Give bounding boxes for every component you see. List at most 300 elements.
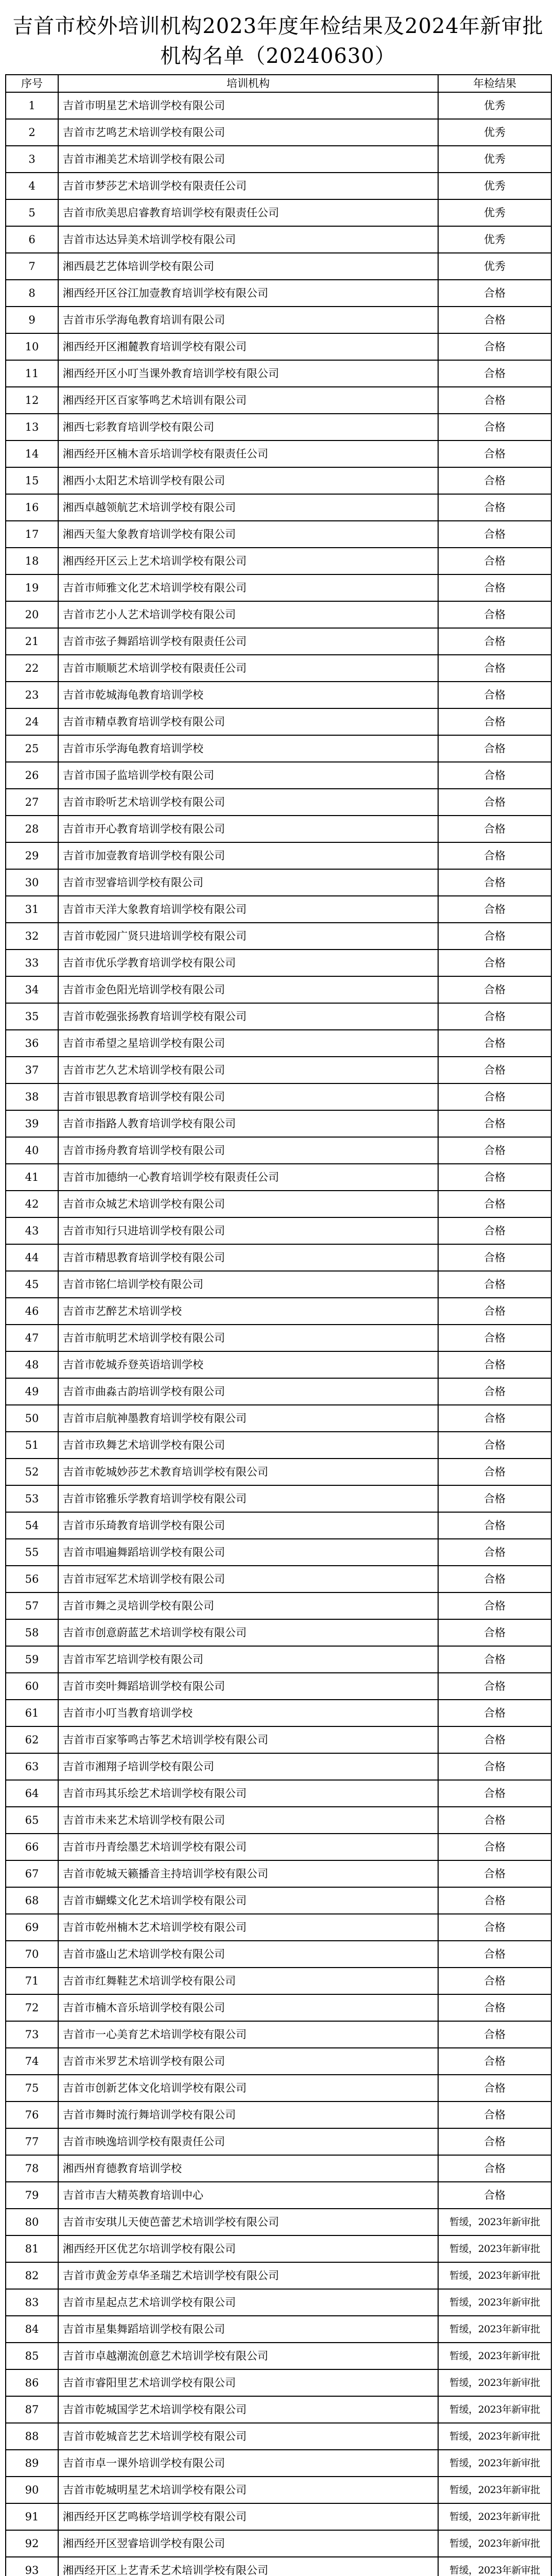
row-result: 合格: [438, 923, 551, 950]
row-result: 合格: [438, 1860, 551, 1887]
row-institution-name: 吉首市星起点艺术培训学校有限公司: [58, 2289, 438, 2316]
row-result: 合格: [438, 1968, 551, 1994]
row-number: 74: [6, 2048, 58, 2075]
row-result: 合格: [438, 521, 551, 548]
table-row: [6, 1807, 551, 1834]
row-result: 合格: [438, 2021, 551, 2048]
table-row: [6, 2557, 551, 2576]
row-number: 30: [6, 869, 58, 896]
row-institution-name: 吉首市奕叶舞蹈培训学校有限公司: [58, 1673, 438, 1700]
row-result: 合格: [438, 1512, 551, 1539]
row-number: 20: [6, 601, 58, 628]
row-result: 合格: [438, 360, 551, 387]
row-institution-name: 湘西经开区小叮当课外教育培训学校有限公司: [58, 360, 438, 387]
row-result: 合格: [438, 1325, 551, 1351]
row-number: 78: [6, 2155, 58, 2182]
table-row: [6, 1030, 551, 1057]
row-number: 37: [6, 1057, 58, 1083]
row-number: 10: [6, 333, 58, 360]
row-result: 合格: [438, 1432, 551, 1459]
row-number: 9: [6, 307, 58, 333]
table-row: [6, 414, 551, 440]
row-institution-name: 吉首市乐学海龟教育培训有限公司: [58, 307, 438, 333]
row-result: 合格: [438, 1298, 551, 1325]
table-row: [6, 467, 551, 494]
table-row: [6, 1673, 551, 1700]
row-institution-name: 吉首市开心教育培训学校有限公司: [58, 816, 438, 842]
row-result: 合格: [438, 387, 551, 414]
row-number: 49: [6, 1378, 58, 1405]
table-row: [6, 2316, 551, 2343]
table-row: [6, 2503, 551, 2530]
row-result: 合格: [438, 440, 551, 467]
row-number: 42: [6, 1191, 58, 1217]
row-institution-name: 湘西经开区艺鸣栋学培训学校有限公司: [58, 2503, 438, 2530]
table-row: [6, 896, 551, 923]
row-number: 43: [6, 1217, 58, 1244]
row-result: 合格: [438, 333, 551, 360]
row-result: 合格: [438, 1673, 551, 1700]
row-number: 11: [6, 360, 58, 387]
row-institution-name: 吉首市舞之灵培训学校有限公司: [58, 1592, 438, 1619]
row-result: 合格: [438, 1807, 551, 1834]
row-result: 合格: [438, 816, 551, 842]
table-row: [6, 253, 551, 280]
row-number: 88: [6, 2423, 58, 2450]
table-row: [6, 146, 551, 173]
row-result: 合格: [438, 414, 551, 440]
row-institution-name: 吉首市铭仁培训学校有限公司: [58, 1271, 438, 1298]
row-result: 合格: [438, 842, 551, 869]
row-result: 合格: [438, 2155, 551, 2182]
table-row: [6, 2423, 551, 2450]
table-row: [6, 976, 551, 1003]
row-number: 41: [6, 1164, 58, 1191]
row-number: 1: [6, 92, 58, 119]
table-row: [6, 1780, 551, 1807]
table-row: [6, 1083, 551, 1110]
row-result: 合格: [438, 1110, 551, 1137]
table-row: [6, 521, 551, 548]
row-result: 优秀: [438, 253, 551, 280]
row-institution-name: 吉首市启航神墨教育培训学校有限公司: [58, 1405, 438, 1432]
row-result: 合格: [438, 1592, 551, 1619]
row-number: 38: [6, 1083, 58, 1110]
table-row: [6, 1646, 551, 1673]
table-row: [6, 1887, 551, 1914]
row-institution-name: 湘西七彩教育培训学校有限公司: [58, 414, 438, 440]
row-institution-name: 吉首市卓一课外培训学校有限公司: [58, 2450, 438, 2477]
row-number: 22: [6, 655, 58, 682]
row-result: 优秀: [438, 173, 551, 199]
row-number: 80: [6, 2209, 58, 2235]
row-institution-name: 吉首市军艺培训学校有限公司: [58, 1646, 438, 1673]
row-number: 46: [6, 1298, 58, 1325]
row-result: 合格: [438, 548, 551, 574]
row-institution-name: 吉首市未来艺术培训学校有限公司: [58, 1807, 438, 1834]
row-institution-name: 吉首市黄金芳卓华圣瑞艺术培训学校有限公司: [58, 2262, 438, 2289]
table-row: [6, 950, 551, 976]
row-result: 合格: [438, 1780, 551, 1807]
row-institution-name: 湘西天玺大象教育培训学校有限公司: [58, 521, 438, 548]
row-institution-name: 吉首市玛其乐绘艺术培训学校有限公司: [58, 1780, 438, 1807]
row-institution-name: 吉首市乾城海龟教育培训学校: [58, 682, 438, 708]
row-institution-name: 吉首市小叮当教育培训学校: [58, 1700, 438, 1726]
row-number: 59: [6, 1646, 58, 1673]
table-row: [6, 1217, 551, 1244]
row-result: 合格: [438, 2182, 551, 2209]
row-institution-name: 吉首市乾强张扬教育培训学校有限公司: [58, 1003, 438, 1030]
table-row: [6, 2396, 551, 2423]
row-number: 47: [6, 1325, 58, 1351]
table-row: [6, 2075, 551, 2102]
row-institution-name: 吉首市映逸培训学校有限责任公司: [58, 2128, 438, 2155]
row-number: 93: [6, 2557, 58, 2576]
row-number: 2: [6, 119, 58, 146]
table-row: [6, 1378, 551, 1405]
table-row: [6, 1539, 551, 1566]
row-result: 合格: [438, 1887, 551, 1914]
table-row: [6, 789, 551, 816]
table-row: [6, 1834, 551, 1860]
row-institution-name: 吉首市乾城明星艺术培训学校有限公司: [58, 2477, 438, 2503]
table-row: [6, 1432, 551, 1459]
row-result: 合格: [438, 467, 551, 494]
row-result: 合格: [438, 1941, 551, 1968]
row-number: 57: [6, 1592, 58, 1619]
row-institution-name: 吉首市丹青绘墨艺术培训学校有限公司: [58, 1834, 438, 1860]
row-number: 6: [6, 226, 58, 253]
row-institution-name: 吉首市加德纳一心教育培训学校有限责任公司: [58, 1164, 438, 1191]
table-row: [6, 2182, 551, 2209]
row-result: 合格: [438, 1351, 551, 1378]
row-number: 36: [6, 1030, 58, 1057]
row-number: 12: [6, 387, 58, 414]
row-number: 26: [6, 762, 58, 789]
row-result: 合格: [438, 280, 551, 307]
table-row: [6, 2155, 551, 2182]
row-institution-name: 湘西经开区上艺青禾艺术培训学校有限公司: [58, 2557, 438, 2576]
row-number: 31: [6, 896, 58, 923]
row-result: 合格: [438, 976, 551, 1003]
table-row: [6, 1753, 551, 1780]
table-row: [6, 280, 551, 307]
row-institution-name: 吉首市国子监培训学校有限公司: [58, 762, 438, 789]
table-row: [6, 1325, 551, 1351]
table-row: [6, 1003, 551, 1030]
row-institution-name: 吉首市艺醉艺术培训学校: [58, 1298, 438, 1325]
table-row: [6, 2102, 551, 2128]
row-number: 86: [6, 2369, 58, 2396]
row-result: 暂缓，2023年新审批: [438, 2262, 551, 2289]
row-institution-name: 吉首市天洋大象教育培训学校有限公司: [58, 896, 438, 923]
row-number: 70: [6, 1941, 58, 1968]
row-institution-name: 吉首市优乐学教育培训学校有限公司: [58, 950, 438, 976]
row-result: 暂缓，2023年新审批: [438, 2235, 551, 2262]
row-institution-name: 吉首市星集舞蹈培训学校有限公司: [58, 2316, 438, 2343]
table-row: [6, 92, 551, 119]
table-row: [6, 1700, 551, 1726]
table-row: [6, 2369, 551, 2396]
row-result: 暂缓，2023年新审批: [438, 2289, 551, 2316]
row-number: 16: [6, 494, 58, 521]
table-row: [6, 1351, 551, 1378]
table-row: [6, 333, 551, 360]
table-row: [6, 1968, 551, 1994]
table-row: [6, 2262, 551, 2289]
row-number: 63: [6, 1753, 58, 1780]
row-number: 29: [6, 842, 58, 869]
row-number: 48: [6, 1351, 58, 1378]
row-number: 64: [6, 1780, 58, 1807]
row-result: 合格: [438, 1191, 551, 1217]
table-row: [6, 1057, 551, 1083]
table-row: [6, 1726, 551, 1753]
row-number: 62: [6, 1726, 58, 1753]
row-institution-name: 吉首市众城艺术培训学校有限公司: [58, 1191, 438, 1217]
row-institution-name: 吉首市百家筝鸣古筝艺术培训学校有限公司: [58, 1726, 438, 1753]
table-row: [6, 548, 551, 574]
row-institution-name: 吉首市乾城妙莎艺术教育培训学校有限公司: [58, 1459, 438, 1485]
title-line-2: 机构名单（20240630）: [160, 44, 396, 68]
row-result: 合格: [438, 1083, 551, 1110]
row-result: 合格: [438, 708, 551, 735]
table-row: [6, 1191, 551, 1217]
row-result: 暂缓，2023年新审批: [438, 2423, 551, 2450]
row-result: 合格: [438, 1137, 551, 1164]
title-line-1: 吉首市校外培训机构2023年度年检结果及2024年新审批: [12, 14, 544, 38]
row-institution-name: 湘西经开区优艺尔培训学校有限公司: [58, 2235, 438, 2262]
row-number: 67: [6, 1860, 58, 1887]
table-row: [6, 440, 551, 467]
row-institution-name: 吉首市加壹教育培训学校有限公司: [58, 842, 438, 869]
row-number: 90: [6, 2477, 58, 2503]
table-row: [6, 199, 551, 226]
row-institution-name: 吉首市乾园广贤只进培训学校有限公司: [58, 923, 438, 950]
row-number: 91: [6, 2503, 58, 2530]
row-number: 61: [6, 1700, 58, 1726]
table-row: [6, 1405, 551, 1432]
table-row: [6, 494, 551, 521]
row-result: 合格: [438, 1271, 551, 1298]
header-no: 序号: [6, 75, 58, 92]
table-row: [6, 119, 551, 146]
row-institution-name: 吉首市梦莎艺术培训学校有限责任公司: [58, 173, 438, 199]
table-row: [6, 2209, 551, 2235]
row-result: 合格: [438, 1485, 551, 1512]
row-result: 合格: [438, 950, 551, 976]
row-institution-name: 湘西州育德教育培训学校: [58, 2155, 438, 2182]
row-result: 合格: [438, 574, 551, 601]
row-number: 68: [6, 1887, 58, 1914]
table-row: [6, 2530, 551, 2557]
row-number: 21: [6, 628, 58, 655]
row-number: 40: [6, 1137, 58, 1164]
row-number: 15: [6, 467, 58, 494]
row-institution-name: 吉首市航明艺术培训学校有限公司: [58, 1325, 438, 1351]
row-result: 合格: [438, 1726, 551, 1753]
table-row: [6, 1485, 551, 1512]
row-result: 合格: [438, 628, 551, 655]
row-result: 暂缓，2023年新审批: [438, 2343, 551, 2369]
row-number: 4: [6, 173, 58, 199]
row-number: 32: [6, 923, 58, 950]
row-number: 77: [6, 2128, 58, 2155]
row-result: 优秀: [438, 226, 551, 253]
row-institution-name: 吉首市创新艺体文化培训学校有限公司: [58, 2075, 438, 2102]
document-title: [5, 0, 551, 71]
table-row: [6, 1298, 551, 1325]
row-institution-name: 吉首市艺小人艺术培训学校有限公司: [58, 601, 438, 628]
row-number: 71: [6, 1968, 58, 1994]
row-result: 合格: [438, 1994, 551, 2021]
table-row: [6, 1512, 551, 1539]
institution-table: [5, 74, 552, 2576]
table-row: [6, 1137, 551, 1164]
row-institution-name: 吉首市一心美育艺术培训学校有限公司: [58, 2021, 438, 2048]
row-number: 84: [6, 2316, 58, 2343]
row-institution-name: 湘西经开区翌睿培训学校有限公司: [58, 2530, 438, 2557]
row-result: 暂缓，2023年新审批: [438, 2557, 551, 2576]
table-row: [6, 816, 551, 842]
row-result: 合格: [438, 655, 551, 682]
row-number: 89: [6, 2450, 58, 2477]
row-result: 优秀: [438, 199, 551, 226]
row-number: 45: [6, 1271, 58, 1298]
row-number: 76: [6, 2102, 58, 2128]
row-number: 58: [6, 1619, 58, 1646]
row-institution-name: 湘西小太阳艺术培训学校有限公司: [58, 467, 438, 494]
table-row: [6, 655, 551, 682]
row-number: 55: [6, 1539, 58, 1566]
row-number: 14: [6, 440, 58, 467]
row-result: 合格: [438, 1057, 551, 1083]
row-result: 合格: [438, 1646, 551, 1673]
row-number: 60: [6, 1673, 58, 1700]
row-number: 50: [6, 1405, 58, 1432]
row-number: 39: [6, 1110, 58, 1137]
row-result: 合格: [438, 735, 551, 762]
table-row: [6, 1592, 551, 1619]
row-result: 合格: [438, 1217, 551, 1244]
row-institution-name: 湘西经开区湘麓教育培训学校有限公司: [58, 333, 438, 360]
table-row: [6, 1271, 551, 1298]
row-number: 44: [6, 1244, 58, 1271]
row-number: 18: [6, 548, 58, 574]
table-row: [6, 735, 551, 762]
row-institution-name: 吉首市乾城音艺艺术培训学校有限公司: [58, 2423, 438, 2450]
table-row: [6, 2128, 551, 2155]
row-institution-name: 吉首市乐琦教育培训学校有限公司: [58, 1512, 438, 1539]
header-name: 培训机构: [58, 75, 438, 92]
row-number: 75: [6, 2075, 58, 2102]
row-result: 合格: [438, 307, 551, 333]
row-number: 52: [6, 1459, 58, 1485]
header-result: 年检结果: [438, 75, 551, 92]
row-institution-name: 吉首市乐学海龟教育培训学校: [58, 735, 438, 762]
row-number: 17: [6, 521, 58, 548]
row-institution-name: 吉首市达达异美术培训学校有限公司: [58, 226, 438, 253]
row-institution-name: 湘西经开区楠木音乐培训学校有限责任公司: [58, 440, 438, 467]
row-result: 合格: [438, 682, 551, 708]
row-number: 51: [6, 1432, 58, 1459]
row-institution-name: 吉首市翌睿培训学校有限公司: [58, 869, 438, 896]
row-result: 合格: [438, 2128, 551, 2155]
row-number: 82: [6, 2262, 58, 2289]
row-number: 72: [6, 1994, 58, 2021]
table-row: [6, 1164, 551, 1191]
row-institution-name: 吉首市精思教育培训学校有限公司: [58, 1244, 438, 1271]
row-institution-name: 吉首市冠军艺术培训学校有限公司: [58, 1566, 438, 1592]
row-institution-name: 吉首市盛山艺术培训学校有限公司: [58, 1941, 438, 1968]
row-institution-name: 吉首市创意蔚蓝艺术培训学校有限公司: [58, 1619, 438, 1646]
row-number: 66: [6, 1834, 58, 1860]
row-result: 合格: [438, 1539, 551, 1566]
row-result: 合格: [438, 1753, 551, 1780]
row-institution-name: 吉首市曲淼古韵培训学校有限公司: [58, 1378, 438, 1405]
row-institution-name: 吉首市弦子舞蹈培训学校有限责任公司: [58, 628, 438, 655]
row-institution-name: 吉首市米罗艺术培训学校有限公司: [58, 2048, 438, 2075]
row-number: 35: [6, 1003, 58, 1030]
row-result: 合格: [438, 1378, 551, 1405]
row-institution-name: 吉首市唱遍舞蹈培训学校有限公司: [58, 1539, 438, 1566]
row-institution-name: 吉首市楠木音乐培训学校有限公司: [58, 1994, 438, 2021]
row-number: 92: [6, 2530, 58, 2557]
table-row: [6, 2343, 551, 2369]
row-result: 合格: [438, 869, 551, 896]
table-row: [6, 1914, 551, 1941]
row-institution-name: 吉首市金色阳光培训学校有限公司: [58, 976, 438, 1003]
row-number: 81: [6, 2235, 58, 2262]
row-number: 23: [6, 682, 58, 708]
row-number: 73: [6, 2021, 58, 2048]
row-number: 85: [6, 2343, 58, 2369]
row-result: 合格: [438, 1244, 551, 1271]
row-institution-name: 吉首市师雅文化艺术培训学校有限公司: [58, 574, 438, 601]
table-row: [6, 869, 551, 896]
table-row: [6, 762, 551, 789]
row-result: 优秀: [438, 119, 551, 146]
table-row: [6, 2235, 551, 2262]
table-body: [6, 92, 551, 2576]
row-result: 合格: [438, 789, 551, 816]
row-institution-name: 吉首市乾城天籁播音主持培训学校有限公司: [58, 1860, 438, 1887]
table-row: [6, 1941, 551, 1968]
table-row: [6, 2450, 551, 2477]
row-number: 33: [6, 950, 58, 976]
row-result: 合格: [438, 1030, 551, 1057]
row-institution-name: 吉首市欣美思启睿教育培训学校有限责任公司: [58, 199, 438, 226]
row-institution-name: 吉首市铭雅乐学教育培训学校有限公司: [58, 1485, 438, 1512]
row-result: 合格: [438, 1914, 551, 1941]
row-number: 24: [6, 708, 58, 735]
row-institution-name: 吉首市安琪儿天使芭蕾艺术培训学校有限公司: [58, 2209, 438, 2235]
table-row: [6, 307, 551, 333]
table-row: [6, 1860, 551, 1887]
table-row: [6, 574, 551, 601]
table-row: [6, 842, 551, 869]
row-result: 合格: [438, 1459, 551, 1485]
table-row: [6, 1459, 551, 1485]
table-row: [6, 628, 551, 655]
row-number: 54: [6, 1512, 58, 1539]
row-number: 28: [6, 816, 58, 842]
table-row: [6, 1110, 551, 1137]
row-result: 暂缓，2023年新审批: [438, 2369, 551, 2396]
row-result: 优秀: [438, 146, 551, 173]
row-result: 合格: [438, 1566, 551, 1592]
table-row: [6, 2477, 551, 2503]
